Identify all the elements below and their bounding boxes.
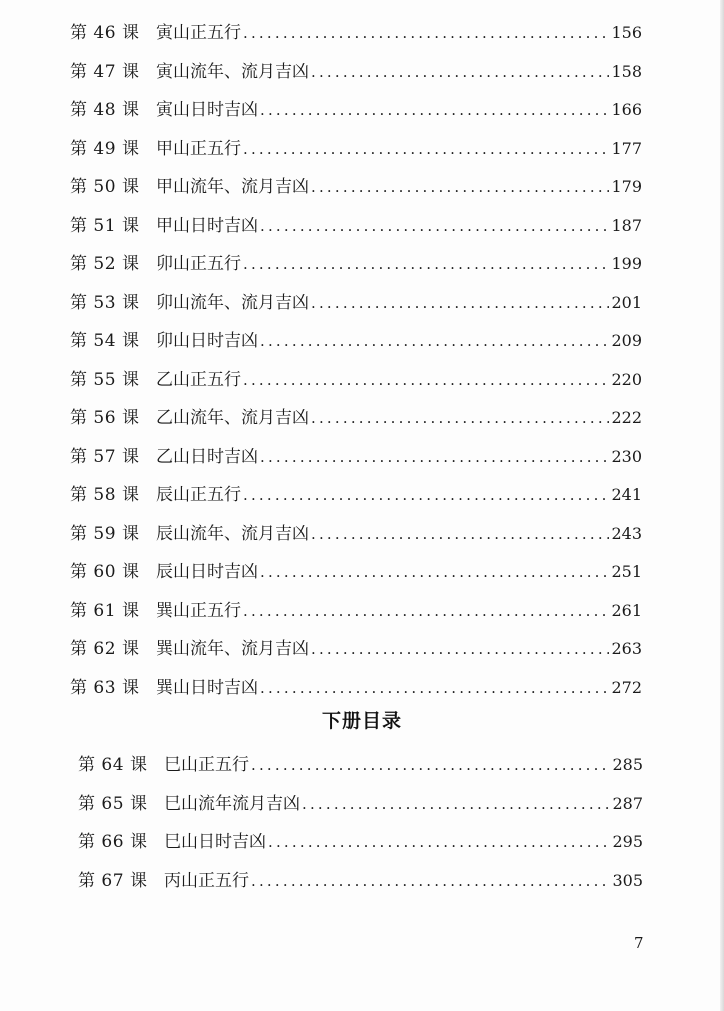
toc-page-number: 295 [612, 832, 643, 851]
toc-entry-title: 辰山日时吉凶 [156, 562, 258, 582]
toc-lesson-number: 第 57 课 [70, 446, 140, 467]
toc-page-number: 261 [611, 600, 642, 620]
toc-lesson-number: 第 47 课 [70, 61, 140, 82]
toc-entry [70, 592, 642, 631]
toc-entry-title: 寅山日时吉凶 [156, 100, 258, 120]
toc-page-number: 220 [611, 369, 642, 389]
toc-page-number: 305 [612, 870, 643, 890]
toc-lesson-number: 第 63 课 [70, 677, 140, 698]
toc-entry-title: 辰山正五行 [156, 485, 241, 505]
toc-page-number: 230 [611, 446, 642, 466]
dot-leader [268, 823, 610, 862]
toc-lesson-number: 第 54 课 [70, 331, 140, 351]
section-heading: 下册目录 [321, 710, 402, 732]
dot-leader [260, 322, 609, 361]
dot-leader [243, 592, 609, 631]
dot-leader [243, 130, 609, 169]
toc-entry [78, 785, 643, 824]
toc-page-number: 222 [611, 408, 642, 427]
toc-page-number: 187 [611, 215, 642, 235]
dot-leader [311, 284, 609, 323]
dot-leader [251, 862, 610, 901]
toc-entry-title: 卯山流年、流月吉凶 [156, 292, 309, 313]
toc-entry-title: 甲山日时吉凶 [156, 215, 258, 236]
toc-page-number: 243 [611, 523, 642, 543]
toc-entry [70, 438, 642, 477]
toc-entry [70, 130, 642, 169]
dot-leader [311, 399, 609, 438]
toc-entry [70, 399, 642, 438]
toc-entry [70, 361, 642, 400]
toc-lesson-number: 第 64 课 [78, 755, 148, 775]
toc-entry-title: 巽山流年、流月吉凶 [156, 639, 309, 659]
toc-lesson-number: 第 53 课 [70, 292, 140, 313]
dot-leader [243, 476, 609, 515]
toc-entry [70, 207, 642, 246]
toc-entry-title: 巳山日时吉凶 [164, 832, 266, 852]
toc-entry [70, 515, 642, 554]
dot-leader [260, 91, 609, 130]
toc-page-number: 209 [611, 331, 642, 350]
toc-page-number: 287 [612, 793, 643, 813]
toc-lesson-number: 第 62 课 [70, 639, 140, 659]
toc-page-number: 156 [611, 23, 642, 42]
dot-leader [311, 630, 609, 669]
toc-lesson-number: 第 65 课 [78, 793, 148, 814]
page-edge-shadow [720, 0, 724, 1011]
dot-leader [311, 168, 609, 207]
toc-entry-title: 巽山日时吉凶 [156, 677, 258, 698]
toc-entry-title: 卯山日时吉凶 [156, 331, 258, 351]
toc-page-number: 201 [611, 292, 642, 312]
toc-lesson-number: 第 60 课 [70, 562, 140, 582]
page-number: 7 [634, 934, 644, 952]
toc-entry-title: 乙山流年、流月吉凶 [156, 408, 309, 428]
dot-leader [243, 14, 609, 53]
dot-leader [251, 746, 610, 785]
toc-page-number: 199 [611, 254, 642, 273]
toc-lesson-number: 第 56 课 [70, 408, 140, 428]
toc-entry [70, 284, 642, 323]
toc-lesson-number: 第 51 课 [70, 215, 140, 236]
dot-leader [302, 785, 610, 824]
toc-lesson-number: 第 58 课 [70, 485, 140, 505]
toc-entry-title: 巳山流年流月吉凶 [164, 793, 300, 814]
toc-page-number: 263 [611, 639, 642, 658]
toc-entry-title: 辰山流年、流月吉凶 [156, 523, 309, 544]
toc-page-number: 285 [612, 755, 643, 774]
toc-lesson-number: 第 48 课 [70, 100, 140, 120]
toc-page-number: 251 [611, 562, 642, 581]
toc-page-number: 241 [611, 485, 642, 504]
toc-entry [70, 91, 642, 130]
toc-entry-title: 丙山正五行 [164, 870, 249, 891]
lower-toc-list [78, 746, 643, 900]
toc-lesson-number: 第 55 课 [70, 369, 140, 390]
toc-entry-title: 乙山日时吉凶 [156, 446, 258, 467]
toc-entry [70, 630, 642, 669]
toc-page-number: 179 [611, 177, 642, 196]
dot-leader [311, 515, 609, 554]
toc-entry-title: 寅山流年、流月吉凶 [156, 61, 309, 82]
toc-lesson-number: 第 49 课 [70, 138, 140, 159]
toc-page-number: 272 [611, 677, 642, 697]
toc-entry [70, 669, 642, 708]
toc-lesson-number: 第 66 课 [78, 832, 148, 852]
dot-leader [243, 361, 609, 400]
toc-lesson-number: 第 50 课 [70, 177, 140, 197]
toc-entry [70, 553, 642, 592]
toc-lesson-number: 第 52 课 [70, 254, 140, 274]
toc-page-number: 177 [611, 138, 642, 158]
toc-entry-title: 寅山正五行 [156, 23, 241, 43]
toc-entry [70, 245, 642, 284]
toc-lesson-number: 第 59 课 [70, 523, 140, 544]
toc-entry [70, 14, 642, 53]
dot-leader [243, 245, 609, 284]
toc-lesson-number: 第 67 课 [78, 870, 148, 891]
dot-leader [260, 669, 609, 708]
toc-entry-title: 卯山正五行 [156, 254, 241, 274]
toc-entry-title: 巽山正五行 [156, 600, 241, 621]
toc-entry [78, 862, 643, 901]
toc-entry-title: 巳山正五行 [164, 755, 249, 775]
toc-page-number: 158 [611, 61, 642, 81]
toc-entry [70, 168, 642, 207]
toc-entry [70, 476, 642, 515]
upper-toc-list [70, 14, 642, 707]
toc-entry [70, 53, 642, 92]
toc-page-number: 166 [611, 100, 642, 119]
toc-entry-title: 甲山流年、流月吉凶 [156, 177, 309, 197]
toc-entry-title: 乙山正五行 [156, 369, 241, 390]
toc-entry-title: 甲山正五行 [156, 138, 241, 159]
dot-leader [260, 207, 609, 246]
dot-leader [311, 53, 609, 92]
toc-entry [78, 746, 643, 785]
dot-leader [260, 438, 609, 477]
toc-entry [70, 322, 642, 361]
toc-lesson-number: 第 61 课 [70, 600, 140, 621]
toc-lesson-number: 第 46 课 [70, 23, 140, 43]
toc-entry [78, 823, 643, 862]
dot-leader [260, 553, 609, 592]
